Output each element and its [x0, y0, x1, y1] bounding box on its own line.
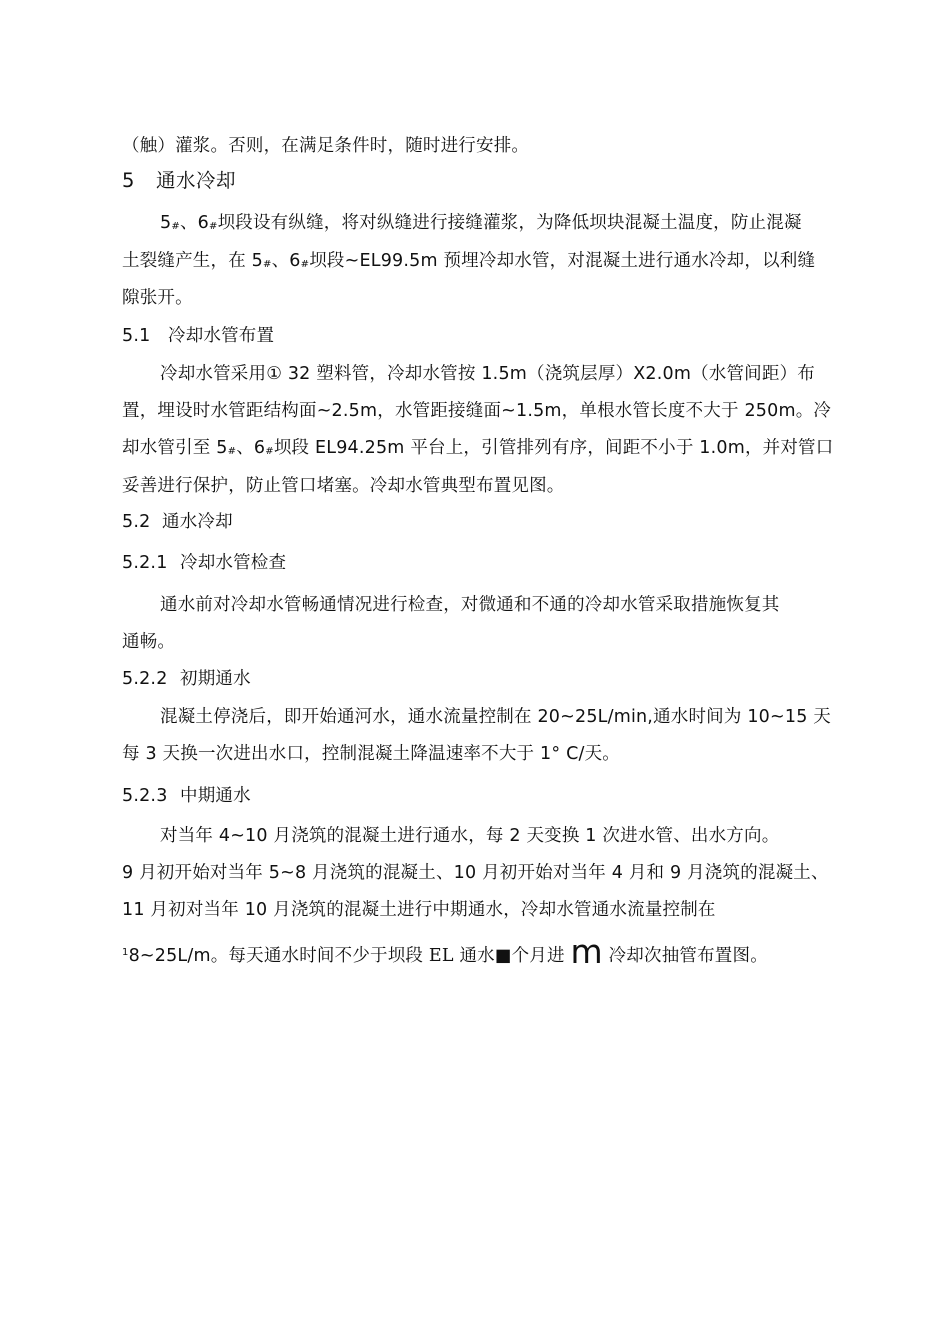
- section-5-2-3-heading: [122, 784, 251, 808]
- text-fragment: 隙张开。: [122, 288, 193, 308]
- section-5-2-2-heading: [122, 667, 251, 691]
- section-5-2-title: 通水冷却: [162, 512, 233, 532]
- text-fragment: 坝段设有纵缝，将对纵缝进行接缝灌浆，为降低坝块混凝土温度，防止混凝: [217, 213, 802, 233]
- section-5-2-3-line-4: [122, 932, 768, 971]
- section-5-1-line-1: [160, 362, 815, 386]
- section-5-2-2-number: 5.2.2: [122, 669, 168, 689]
- text-fragment: 冷却次抽: [602, 946, 680, 966]
- text-fragment: 每 3 天换一次进出水口，控制混凝土降温速率不大于 1° C/天。: [122, 744, 620, 764]
- section-5-para-line-3: [122, 286, 193, 310]
- section-5-1-heading: [122, 324, 274, 348]
- section-5-2-1-line-2: [122, 630, 175, 654]
- subscript-mark: #: [208, 221, 218, 232]
- text-fragment: 置，埋设时水管距结构面~2.5m，水管距接缝面~1.5m，单根水管长度不大于 250m。冷: [122, 401, 832, 421]
- section-5-heading: [122, 169, 236, 193]
- large-m-glyph: m: [570, 932, 603, 971]
- text-fragment: 土裂缝产生，在 5: [122, 251, 263, 271]
- text-fragment: 冷却水管采用① 32 塑料管，冷却水管按 1.5m（浇筑层厚）X2.0m（水管间距）布: [160, 364, 815, 384]
- section-5-2-2-title: 初期通水: [180, 669, 251, 689]
- intro-tail-text: （触）灌浆。否则，在满足条件时，随时进行安排。: [122, 136, 530, 156]
- section-5-2-3-line-3: [122, 898, 716, 922]
- section-5-2-heading: [122, 510, 233, 534]
- text-fragment: 、6: [271, 251, 301, 271]
- subscript-mark: #: [171, 221, 180, 232]
- text-fragment: 、6: [236, 438, 266, 458]
- section-5-2-3-number: 5.2.3: [122, 786, 168, 806]
- subscript-mark: #: [265, 446, 274, 457]
- section-5-title: 通水冷却: [156, 169, 237, 192]
- subscript-mark: #: [227, 446, 237, 457]
- section-5-2-1-number: 5.2.1: [122, 553, 168, 573]
- text-fragment: 8~25L/m。每天通水时间不少于: [128, 946, 388, 966]
- section-5-1-number: 5.1: [122, 326, 151, 346]
- section-5-2-1-line-1: [160, 593, 780, 617]
- section-5-para-line-2: [122, 249, 815, 277]
- section-5-2-number: 5.2: [122, 512, 151, 532]
- text-fragment: 却水管引至 5: [122, 438, 228, 458]
- text-fragment: 坝段 EL: [387, 946, 454, 966]
- text-fragment: 妥善进行保护，防止管口堵塞。冷却水管典型布置见图。: [122, 476, 565, 496]
- subscript-mark: #: [300, 259, 310, 270]
- section-5-2-1-heading: [122, 551, 286, 575]
- section-5-2-3-line-2: [122, 861, 829, 885]
- section-5-2-3-title: 中期通水: [180, 786, 251, 806]
- intro-tail-line: [122, 134, 529, 158]
- text-fragment: 管布置图。: [679, 946, 768, 966]
- text-fragment: 混凝土停浇后，即开始通河水，通水流量控制在 20~25L/min,通水时间为 10~15 天: [160, 707, 831, 727]
- section-5-number: 5: [122, 169, 135, 192]
- section-5-2-2-line-2: [122, 742, 620, 766]
- section-5-1-line-4: [122, 474, 565, 498]
- text-fragment: 通水前对冷却水管畅通情况进行检查，对微通和不通的冷却水管采取措施恢复其: [160, 595, 780, 615]
- text-fragment: 5: [160, 213, 172, 233]
- text-fragment: 坝段~EL99.5m 预埋冷却水管，对混凝土进行通水冷却，以利缝: [309, 251, 816, 271]
- section-5-2-1-title: 冷却水管检查: [180, 553, 287, 573]
- text-fragment: 对当年 4~10 月浇筑的混凝土进行通水，每 2 天变换 1 次进水管、出水方向。: [160, 826, 780, 846]
- section-5-2-3-line-1: [160, 824, 779, 848]
- section-5-para-line-1: [160, 211, 802, 239]
- text-fragment: 通畅。: [122, 632, 176, 652]
- text-fragment: 11 月初对当年 10 月浇筑的混凝土进行中期通水，冷却水管通水流量控制在: [122, 900, 716, 920]
- text-fragment: 、6: [179, 213, 209, 233]
- section-5-1-title: 冷却水管布置: [168, 326, 275, 346]
- section-5-1-line-2: [122, 399, 831, 423]
- subscript-mark: #: [263, 259, 272, 270]
- superscript-mark: 1: [122, 947, 129, 958]
- text-fragment: 9 月初开始对当年 5~8 月浇筑的混凝土、10 月初开始对当年 4 月和 9 月浇筑的混凝土、: [122, 863, 829, 883]
- section-5-1-line-3: [122, 436, 833, 464]
- text-fragment: 通水■个月进: [453, 946, 571, 966]
- text-fragment: 坝段 EL94.25m 平台上，引管排列有序，间距不小于 1.0m，并对管口: [273, 438, 834, 458]
- section-5-2-2-line-1: [160, 705, 831, 729]
